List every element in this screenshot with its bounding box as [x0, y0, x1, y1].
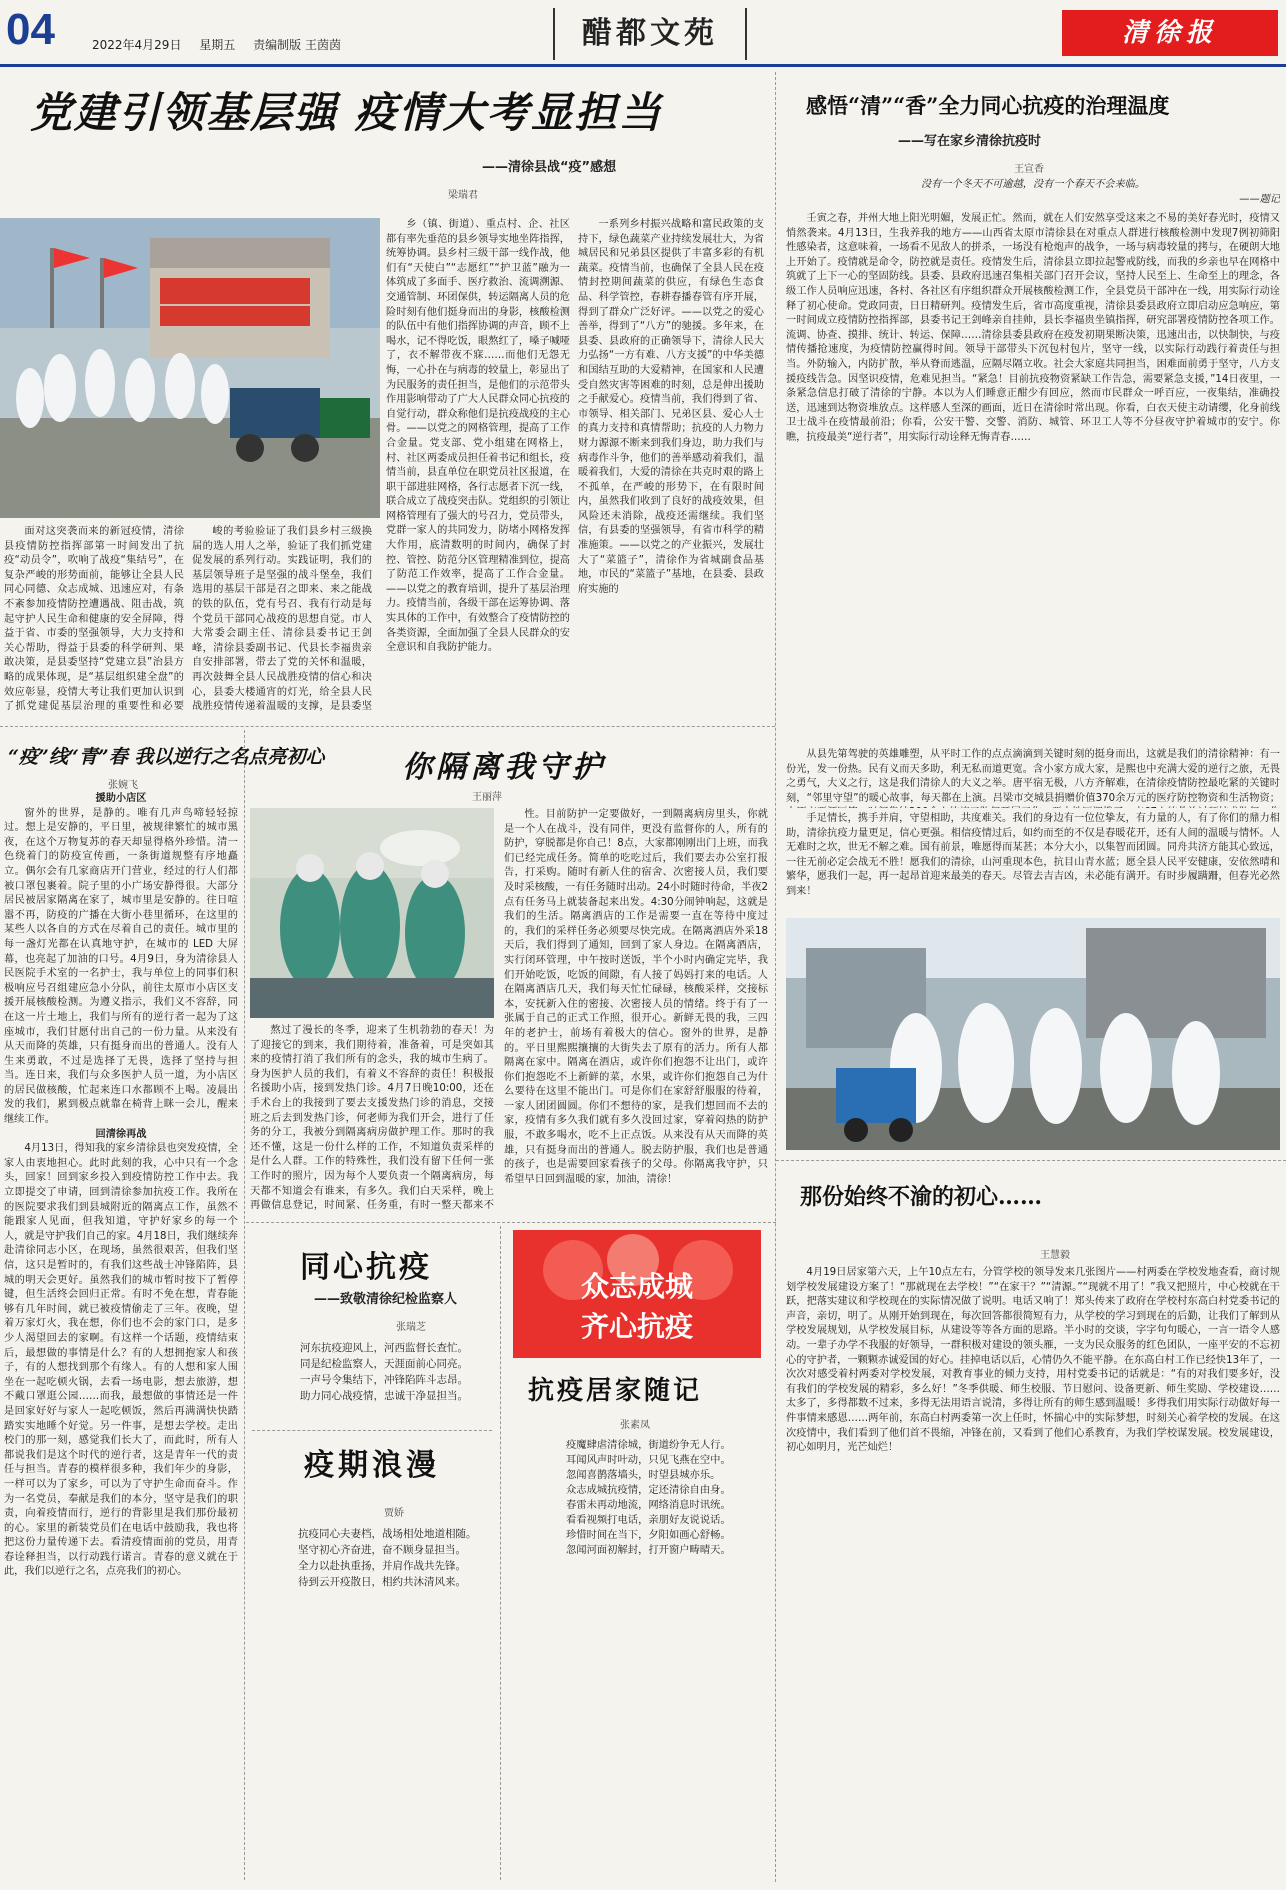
right-article-title: 感悟“清”“香”全力同心抗疫的治理温度	[806, 93, 1170, 118]
poem-line: 一声号令集结下，冲锋陷阵斗志昂。	[300, 1374, 468, 1386]
main-article-col-1	[4, 525, 184, 715]
epigraph-source: ——题记	[1239, 193, 1280, 205]
poster-line-2: 齐心抗疫	[580, 1310, 693, 1343]
section-divider	[252, 1430, 492, 1431]
paragraph: 乡（镇、街道）、重点村、企、社区都有率先垂范的县乡领导实地坐阵指挥，统筹协调。县乡村三级干部一线作战，他们有“天使白”“志愿红”“护卫蓝”融为一体筑成了多面手、医疗救治、流调溯源、交通管制、环团保供，转运隔离人员的危险时刻有他们挺身而出的身影，核酸检测的队伍中有他们指挥协调的声音，顾不上喝水，记不得吃饭，眼熬红了，嗓子喊哑了，衣不解带夜不寐……而他们无怨无悔，一心扑在与病毒的较量上，彰显出了为民服务的责任担当，是他们的示范带头作用影响带动了广大人民群众同心抗疫的自觉行动，群众称他们是抗疫战疫的主心骨。——以党之的网格管理，提高了工作合金量。党支部、党小组建在网格上，村、社区两委成员担任着书记和组长，疫情当前，县直单位在职党员社区报道，在职干部进驻网格，各行志愿者下沉一线，联合成立了战疫突击队。党组织的引领让网格管理有了强大的号召力，党员带头，党群一家人的共同发力，防堵小网格发挥大作用，底清数明的时间内，确保了封控、管控、防范分区管理精准到位，提高了防范工作效率，提高了工作合金量。——以党之的教育培训，提升了基层治理力。疫情当前，各级干部在运筹协调、落实具体的工作中，有效整合了疫情防控的各类资源，全面加强了全县人民群众的安全意识和自我防护能力。	[386, 219, 570, 654]
column-divider	[500, 1226, 501, 1880]
paragraph: 一系列乡村振兴战略和富民政策的支持下，绿色蔬菜产业持续发展壮大，为省城居民和兄弟县区提供了丰富多彩的有机蔬菜。疫情当前，也确保了全县人民在疫情封控期间蔬菜的供应，有绿色生态食品、科学管控，春耕春播春管有序开展，得到了群众广泛好评。——以党之的爱心善举，得到了“八方”的驰援。多年来，在县委、县政府的正确领导下，清徐人民大力弘扬“一方有难、八方支援”的中华美德和国结互助的大爱精神，在国家和人民遭受自然灾害等困难的时刻，总是伸出援助之手献爱心。疫情当前，我们得到了省、市领导、相关部门、兄弟区县、爱心人士的真力支持和真情帮助；抗疫的人力物力财力源源不断来到我们身边，助力我们与病毒作斗争，他们的善举感动着我们，温暖着我们，大爱的清徐在共克时艰的路上不孤单，在严峻的形势下，在有限时间内，虽然我们收到了良好的战疫效果，但风险还未消除，战疫还需继续。我们坚信，有县委的坚强领导，有省市科学的精准施策。——以党之的产业振兴，发展壮大了“菜篮子”，清徐作为省城副食品基地，市民的“菜篮子”基地，在县委、县政府实施的	[578, 219, 764, 595]
subheading: 回清徐再战	[95, 1128, 147, 1140]
mid-center-article-left-text	[250, 1024, 494, 1214]
right-article-body-3	[786, 812, 1280, 912]
paragraph: 熬过了漫长的冬季，迎来了生机勃勃的春天！为了迎接它的到来，我们期待着，准备着，可是突如其来的疫情打消了我们所有的念头，我的城市生病了。身为医护人员的我们，有着义不容辞的责任！积极报名援助小店，接到发热门诊。4月7日晚10:00，还在手术台上的我接到了要去支援发热门诊的消息，交接班之后去到发热门诊，何老师为我们开会，进行了任务的分工，我被分到隔离病房做护理工作。那时的我还不懂，这是一份什么样的工作，不知道负责采样的是什么人群。工作的特殊性，我们没有留下任何一张工作时的照片，因为每个人要负责一个隔离病房，每天都不知道会有谁来，有多久。我们白天采样，晚上再做信息登记，时间紧、任务重，有时一整天都来不	[250, 1025, 494, 1212]
poem-line: 待到云开疫散日，相约共沐清风来。	[298, 1576, 466, 1588]
main-article-col-2	[192, 525, 372, 715]
main-article-subtitle: ——清徐县战“疫”感想	[482, 160, 617, 175]
paragraph: 窗外的世界，是静的。唯有几声鸟啼轻轻掠过。想上是安静的，平日里，被规律繁忙的城市黑夜，在这个万物复苏的春天却显得格外珍惜。清一色绕着门的防疫宣传画，一条街道规整有序地矗立。偶尔会有几家商店开门营业，经过的行人们都被口罩包裹着。院子里的小广场安静得很。大部分居民被居家隔离在家了，城市里是安静的。往日喧嚣不再，防疫的广播在大街小巷里循环，在这里的某些人以各自的方式在尽着自己的责任。城市里的每一盏灯光都在认真地守护，在城市的 LED 大屏幕，也亮起了加油的口号。4月9日，身为清徐县人民医院手术室的一名护士，我与单位上的同事们积极响应号召组建应急小分队，前往太原市小店区支援开展核酸检测。为遵义指示，我们义不容辞，同在这一片土地上，我们与所有的逆行者一起为了这座城市，我们甘愿付出自己的一份力量。从来没有从天而降的英雄，只有挺身而出的普通人。没有人生来勇敢，不过是选择了无畏，选择了坚持与担当。连日来，我们与众多医护人员一道，为小店区的居民做核酸，忙起来连口水都顾不上喝。凌晨出发的我们，累到极点就靠在椅背上眯一会儿，醒来继续工作。	[4, 807, 238, 1126]
poem-line: 耳闻风声时叶动，只见飞燕在空中。	[566, 1454, 731, 1466]
newspaper-logo: 清徐报	[1062, 10, 1278, 56]
paragraph: 壬寅之春，并州大地上阳光明媚，发展正忙。然而，就在人们安然享受这来之不易的美好春光时，疫情又悄然袭来。4月13日，生我养我的地方——山西省太原市清徐县在对重点人群进行核酸检测中发现7例初筛阳性感染者，这意味着，一场看不见敌人的拼杀，一场没有枪炮声的战争，一场与病毒较量的拷与，在硬朗大地上开始了。疫情就是命令，防控就是责任。疫情发生后，清徐县立即拉起警戒防线，而我的乡亲也早在网格中筑就了上下一心的坚固防线。县委、县政府迅速召集相关部门召开会议，坚持人民至上、生命至上的理念，各级工作人员响应迅速，各村、各社区有序组织群众开展核酸检测工作，全县党员干部冲在一线，用实际行动诠释了初心使命。党政同责，日日精研判。疫情发生后，省市高度重视，清徐县委县政府立即启动应急响应，第一时间成立疫情防控指挥部，县委书记王剑峰亲自挂帅，县长李福贵坐镇指挥，研究部署疫情防控各项工作。流调、协查、摸排、统计、转运、保障……清徐县委县政府在疫发初期果断决策，迅速出击，以快制快，与疫情传播抢速度，为疫情防控赢得时间。领导干部带头下沉包村包片，坚守一线，以实际行动践行着责任与担当。外防输入，内防扩散，举从脊而逃温，应隔尽隔立收。社会大家庭共同担当，困难面前勇于坚守，八方支援疫线告急。因坚识疫情，危难见担当。“紧急！目前抗疫物资紧缺工作告急，需要紧急支援，”14日夜里，一条紧急信息打破了清徐的宁静。本以为人们睡意正酣少有回应，然而市民群众一呼百应，一夜集结，准确投送，迅速到达物资堆放点。这样感人至深的画面，近日在清徐时常出现。你看，白衣天使主动请缨，化身前线卫士战斗在疫情最前沿；你看，公安干警、交警、消防、城管、环卫工人等不分昼夜守护着城市的安宁。你瞧，抗疫最美“逆行者”，用实际行动诠释无悔青春……	[786, 213, 1280, 443]
poem-2-lines	[298, 1526, 477, 1590]
right-article-epigraph	[786, 178, 1280, 210]
column-divider	[775, 72, 776, 1882]
poem-3-author: 张素凤	[620, 1420, 650, 1431]
poem-line: 坚守初心齐奋进，奋不顾身显担当。	[298, 1544, 466, 1556]
paragraph: 从县先第驾驶的英雄雕塑，从平时工作的点点滴滴到关键时刻的挺身而出，这就是我们的清徐精神：有一份光，发一份热。民有义而天多助，利无私而道更宽。含小家方成大家，是熙也中充满大爱的逆行之旅，无畏之勇气，大义之行，这是我们清徐人的大义之举。唐平宿无极，八方齐解难，在清徐疫情防控最吃紧的关键时刻，“邻里守望”的暖心故事，每天都在上演。吕梁市交城县捐赠价值370余万元的医疗防控物资和生活物资；	[786, 749, 1280, 804]
column-divider	[244, 730, 245, 1880]
section-divider	[246, 1222, 776, 1223]
main-article-photo	[0, 218, 380, 518]
poster-image	[513, 1230, 761, 1358]
main-article-author: 梁瑞君	[448, 190, 478, 201]
paragraph: 性。目前防护一定要做好，一到隔离病房里头，你就是一个人在战斗，没有同伴，更没有监督你的人，所有的防护，穿脱都是你自己！8点，大家都刚刚出门上班，而我们已经完成任务。简单的吃吃过后，我们要去办公室打报告，打采购。随时有新人住的宿舍、次密接人员，我们要及时采核酸，一有任务随时出动。24小时随时待命，半夜2点有任务马上就装备起来出发。4:30分闹钟响起，这就是我们的生活。隔离酒店的工作是需要一直在等待中度过的，我们的采样任务必须要尽快完成。在隔离酒店外采18天后，我们得到了通知，回到了家人身边。在隔离酒店，实行闭环管理，中午按时送饭，半个小时内确定完毕，我们开始吃饭，吃饭的间隙，有人接了妈妈打来的电话。人在隔离酒店几天，我们每天忙忙碌碌，核酸采样，交接标本，安抚新入住的密接、次密接人员的情绪。终于有了一张属于自己的正式工作照，很开心。新鲜无畏的我，三四年的老护士，前场有着极大的信心。窗外的世界，是静的。平日里熙熙攘攘的大街失去了原有的活力。所有人都隔离在家中。隔离在酒店，或许你们抱怨不让出门，或许你们抱怨吃不上新鲜的菜，水果，或许你们抱怨自己为什么要待在这里不能出门。可是你们在家舒舒服服的待着，一家人团团圆圆。你们不想待的家，是我们想回而不去的家，疫情有多久我们就有多久没回过家，穿着闷热的防护服，不敢多喝水，吃不上正点饭。从来没有从天而降的英雄，只有挺身而出的普通人。脱去防护服，我们也是普通的孩子，也是需要回家看孩子的父母。你隔离我守护，只希望早日回到温暖的家，加油，清徐！	[504, 809, 768, 1185]
subheading: 援助小店区	[95, 793, 147, 804]
right-bottom-article-author: 王慧毅	[1040, 1250, 1070, 1261]
poem-2-title: 疫期浪漫	[304, 1448, 440, 1483]
main-article-title: 党建引领基层强 疫情大考显担当	[30, 88, 663, 137]
poem-1-subtitle: ——致敬清徐纪检监察人	[314, 1292, 458, 1307]
issue-meta	[92, 36, 355, 53]
right-article-photo	[786, 918, 1280, 1150]
header-rule	[0, 64, 1286, 67]
section-divider	[0, 726, 775, 727]
poem-line: 众志成城抗疫情，定还清徐自由身。	[566, 1484, 731, 1496]
poem-line: 春雷未再动地流，网络消息时讯统。	[566, 1499, 731, 1511]
poem-3-title: 抗疫居家随记	[528, 1376, 703, 1406]
issue-editor: 责编制版 王茵茵	[253, 38, 341, 52]
poem-line: 抗疫同心夫妻档，战场相处地道相随。	[298, 1528, 477, 1540]
paragraph: 4月13日，得知我的家乡清徐县也突发疫情，全家人由衷地担心。此时此刻的我，心中只有一个念头，回家！回到家乡投入到疫情防控工作中去。我立即提交了申请，回到清徐参加抗疫工作。我所在的医院要求我们到县城附近的隔离点工作，虽然不能跟家人见面，但我知道，守护好家乡的每一个人，就是守护我们自己的家。4月18日，我们继续奔赴清徐同志小区，在现场，虽然很艰苦，但我们坚信，这只是暂时的，有我们这些战士冲锋陷阵，县城的明天会更好。虽然我们的城市暂时按下了暂停键，但生活终会回归正常。有时不免在想，青春能够有几年时间，就已被疫情偷走了三年。夜晚，望着万家灯火，我在想，你们也不会的家门口，是多少人渴望回去的家啊。有这样一个话题，疫情结束后，最想做的事情是什么？有的人想拥抱家人和孩子，有的人想找到那个有缘人。有的人想和家人围坐在一起吃顿火锅，去看一场电影，想去旅游，想不戴口罩逛公园……而我，最想做的事情还是一件是回家好好与家人一起吃顿饭，然后再满满快快踏踏实实地睡个好觉。另一件事，是想去学校。走出校门的那一刻，感觉我们长大了，而此时，所有人都说我们是这个时代的逆行者，这是青年一代的责任与担当。青春的模样很多种，我们年少的身影，一样可以为了家乡，可以为了守护生命而奋斗。作为一名党员，奉献是我们的本分，坚守是我们的职责，向着疫情而行，逆行的背影里是我们那份最初的心。家里的新装党员们在电话中鼓励我，我也将把这份力量传递下去。看清疫情面前的党员，用青春诠释担当，以行动践行诺言。青春的意义就在于此，我们以逆行之名，点亮我们的初心。	[4, 1143, 238, 1578]
page-number: 04	[6, 5, 55, 54]
right-article-subtitle: ——写在家乡清徐抗疫时	[898, 134, 1042, 149]
poem-line: 同是纪检监察人，天涯面前心同亮。	[300, 1358, 468, 1370]
mid-center-article-right-text	[504, 808, 768, 1214]
mid-center-article-photo	[250, 808, 494, 1018]
mid-left-article-author: 张婉飞	[108, 780, 138, 791]
issue-weekday: 星期五	[199, 38, 236, 52]
section-divider	[776, 1160, 1286, 1161]
poem-line: 珍惜时间在当下，夕阳如画心舒畅。	[566, 1529, 731, 1541]
main-article-col-4	[578, 218, 764, 715]
right-bottom-article-body	[786, 1266, 1280, 1884]
paragraph: 手足情长，携手并肩，守望相助，共度难关。我们的身边有一位位挚友，有力量的人，有了你们的鼎力相助，清徐抗疫力量更足，信心更强。相信疫情过后，如约而至的不仅是春暖花开，还有人间的温暖与情怀。人无难时之坎，世无不解之难。国有前景，唯愿得而某甚；本分大小，以集智而团圆。同舟共济方能其心致远，一往无前必定会战无不胜！愿我们的清徐，山河重现本色，抗目山青水蓝；愿全县人民平安健康，安依然晴和繁华，愿我们一起，再一起昂首迎来最美的春天。尽管去吉吉凶，未必能有满开。有时步履蹒跚，但春光必然到来！	[786, 813, 1280, 897]
poem-line: 助力同心战疫情，忠诚干净显担当。	[300, 1390, 468, 1402]
poem-1-lines	[300, 1340, 468, 1404]
paragraph: 峻的考验验证了我们县乡村三级换届的选人用人之举，验证了我们抓党建促发展的系列行动。实践证明，我们的基层领导班子是坚强的战斗堡垒，我们选用的基层干部是召之即来、来之能战的铁的队伍，党有号召、我有行动是每个党员干部同心战疫的思想自觉。市人大常委会副主任、清徐县委书记王剑峰，清徐县委副书记、代县长李福贵亲自安排部署，带去了党的关怀和温暖，再次鼓舞全县人民战胜疫情的信心和决心，县委大楼通宵的灯光，给全县人民战胜疫情传递着温暖的支撑，是县委坚	[192, 526, 372, 713]
paragraph: 面对这突袭而来的新冠疫情，清徐县疫情防控指挥部第一时间发出了抗疫“动员令”，吹响了战疫“集结号”，在复杂严峻的形势面前，能够让全县人民同心同德、众志成城、迅速应对，有条不紊参加疫情防控遭遇战、阻击战，筑起守护人民生命和健康的安全屏障，得益于省、市委的坚强领导，大力支持和关心帮助，得益于县委的科学研判、果敢决策，是县委坚持“党建立县”治县方略的成果体现，是“基层组织建全盘”的效应彰显，疫情大考让我们更加认识到了抓党建促基层治理的重要性和必要	[4, 526, 184, 713]
right-article-body-1	[786, 212, 1280, 742]
poem-line: 疫魔肆虐清徐城，街道纷争无人行。	[566, 1439, 731, 1451]
poem-line: 忽闻喜鹊落墙头，时望县城亦乐。	[566, 1469, 721, 1481]
right-article-body-2	[786, 748, 1280, 808]
section-title: 醋都文苑	[553, 8, 747, 60]
paragraph: 4月19日居家第六天，上午10点左右，分管学校的领导发来几张图片——村两委在学校发地查看，商讨规划学校发展建设方案了！“那就现在去学校！”“在家干？”“清源。”“现就不用了！”我又把照片，中心校就在干跃，把落实建议和学校现在的实际情况做了说明。电话又响了！郑头传来了政府在学校村东高白村党委书记的声音，亲切，明了。从刚开始到现在，每次回答都很简短有力，从学校的学习到现在的后勤，让我们了解到从学校发展规划，从学校发展目标，从建设等等各方面的思路。半小时的交谈，字字句句暖心，一言一语令人感动。一辈子办学不我服的好领导，一群积极对建设的领头雁，一支为民众服务的红色团队，一座平安的不忘初心的守护者，一颗颗赤诚爱国的好心。挂掉电话以后，心情仍久不能平静。在东高白村工作已经快13年了，一次次对感受着村两委对学校发展，对教育事业的倾力支持，用村党委书记的话就是：“有的对我们要多好，没有我们的学校发展的精彩，多么好！”冬季供暖、师生校服、节日慰问、设备更新、师生奖励、学校建设……太多了，多得都数不过来，多得无法用语言说清，多得让所有的师生感到温暖！多得我们用实际行动做好每一件事情来感恩……两年前，东高白村两委第一次上任时，怀揣心中的实际梦想，时刻关心着学校的发展。在这次疫情中，我们看到了他们首不畏缩，冲锋在前，又看到了他们心系教育，为我们学校谋发展。校发展建设，初心如明月，光芒灿烂！	[786, 1267, 1280, 1454]
right-bottom-article-title: 那份始终不渝的初心……	[800, 1184, 1043, 1210]
main-article-col-3	[386, 218, 570, 715]
poster-line-1: 众志成城	[580, 1270, 693, 1303]
poem-2-author: 贾娇	[384, 1508, 404, 1519]
poem-line: 全力以赴执重扬，并肩作战共先锋。	[298, 1560, 466, 1572]
poem-line: 河东抗疫迎风上，河西监督长查忙。	[300, 1342, 468, 1354]
poem-1-title: 同心抗疫	[300, 1250, 432, 1285]
mid-left-article-title: “疫”线“青”春 我以逆行之名点亮初心	[8, 746, 325, 768]
poem-line: 忽闻河面初解封，打开窗户畴晴天。	[566, 1544, 731, 1556]
right-article-author: 王宣香	[1014, 164, 1044, 175]
mid-center-article-author: 王丽萍	[472, 792, 502, 803]
epigraph-text: 没有一个冬天不可逾越，没有一个春天不会来临。	[920, 179, 1146, 190]
mid-center-article-title: 你隔离我守护	[402, 750, 606, 785]
poem-line: 看看视频打电话，亲朋好友说说话。	[566, 1514, 731, 1526]
mid-left-article-body	[4, 792, 238, 1882]
issue-date: 2022年4月29日	[92, 38, 182, 52]
poem-3-lines	[566, 1438, 731, 1558]
poem-1-author: 张瑞芝	[396, 1322, 426, 1333]
